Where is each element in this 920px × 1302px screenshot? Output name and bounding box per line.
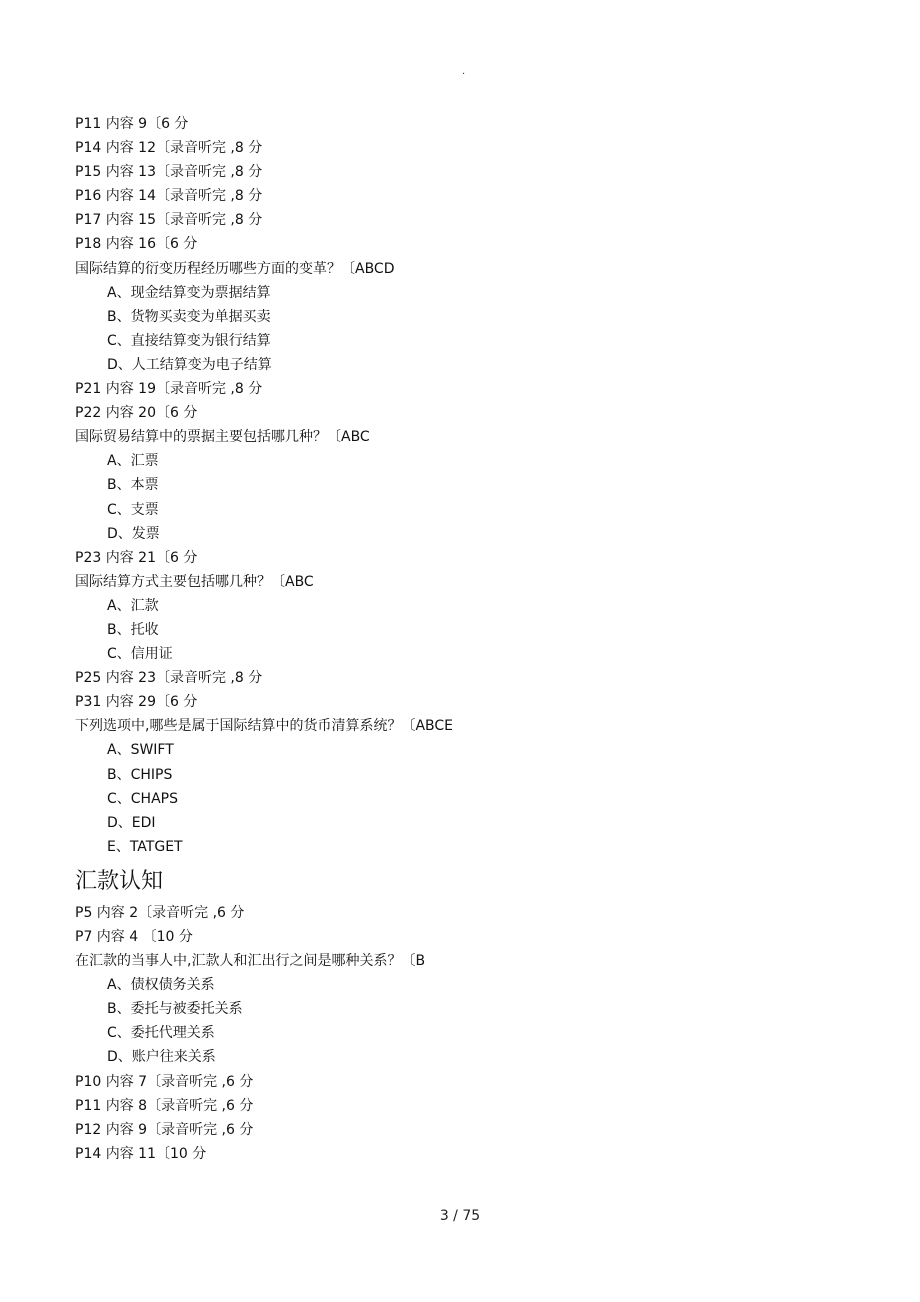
content-item: P5 内容 2〔录音听完 ,6 分 xyxy=(75,904,245,921)
answer-option: C、支票 xyxy=(107,501,159,518)
answer-option: C、直接结算变为银行结算 xyxy=(107,332,271,349)
answer-option: A、债权债务关系 xyxy=(107,977,215,994)
document-body xyxy=(75,112,855,1166)
answer-option: C、委托代理关系 xyxy=(107,1025,215,1042)
content-item: P31 内容 29〔6 分 xyxy=(75,694,198,711)
answer-option: B、委托与被委托关系 xyxy=(107,1001,243,1018)
content-item: P11 内容 8〔录音听完 ,6 分 xyxy=(75,1097,254,1114)
answer-option: B、CHIPS xyxy=(107,766,173,783)
question-text: 在汇款的当事人中,汇款人和汇出行之间是哪种关系？〔B xyxy=(75,953,426,970)
content-item: P25 内容 23〔录音听完 ,8 分 xyxy=(75,670,263,687)
answer-option: A、SWIFT xyxy=(107,742,174,759)
answer-option: A、汇票 xyxy=(107,453,159,470)
answer-option: A、汇款 xyxy=(107,597,159,614)
content-item: P18 内容 16〔6 分 xyxy=(75,236,198,253)
question-text: 下列选项中,哪些是属于国际结算中的货币清算系统？〔ABCE xyxy=(75,718,454,735)
question-text: 国际结算的衍变历程经历哪些方面的变革？〔ABCD xyxy=(75,260,395,277)
header-mark: . xyxy=(462,66,466,77)
answer-option: D、发票 xyxy=(107,525,160,542)
content-item: P17 内容 15〔录音听完 ,8 分 xyxy=(75,212,263,229)
content-item: P10 内容 7〔录音听完 ,6 分 xyxy=(75,1073,254,1090)
page-number: 3 / 75 xyxy=(439,1208,481,1224)
content-item: P21 内容 19〔录音听完 ,8 分 xyxy=(75,381,263,398)
content-item: P7 内容 4 〔10 分 xyxy=(75,929,193,945)
content-item: P23 内容 21〔6 分 xyxy=(75,549,198,566)
answer-option: D、人工结算变为电子结算 xyxy=(107,356,272,373)
content-item: P14 内容 11〔10 分 xyxy=(75,1145,207,1162)
answer-option: D、账户往来关系 xyxy=(107,1049,216,1066)
content-item: P12 内容 9〔录音听完 ,6 分 xyxy=(75,1121,254,1138)
content-item: P16 内容 14〔录音听完 ,8 分 xyxy=(75,188,263,205)
answer-option: E、TATGET xyxy=(107,838,183,855)
answer-option: D、EDI xyxy=(107,814,156,831)
content-item: P11 内容 9〔6 分 xyxy=(75,116,189,132)
question-text: 国际结算方式主要包括哪几种？〔ABC xyxy=(75,573,314,590)
answer-option: C、CHAPS xyxy=(107,790,178,807)
answer-option: A、现金结算变为票据结算 xyxy=(107,284,271,301)
content-item: P15 内容 13〔录音听完 ,8 分 xyxy=(75,164,263,181)
answer-option: C、信用证 xyxy=(107,646,173,663)
answer-option: B、托收 xyxy=(107,621,159,638)
question-text: 国际贸易结算中的票据主要包括哪几种？〔ABC xyxy=(75,429,370,446)
answer-option: B、货物买卖变为单据买卖 xyxy=(107,308,271,325)
content-item: P22 内容 20〔6 分 xyxy=(75,405,198,422)
content-item: P14 内容 12〔录音听完 ,8 分 xyxy=(75,140,263,157)
section-title: 汇款认知 xyxy=(75,868,164,894)
answer-option: B、本票 xyxy=(107,477,159,494)
